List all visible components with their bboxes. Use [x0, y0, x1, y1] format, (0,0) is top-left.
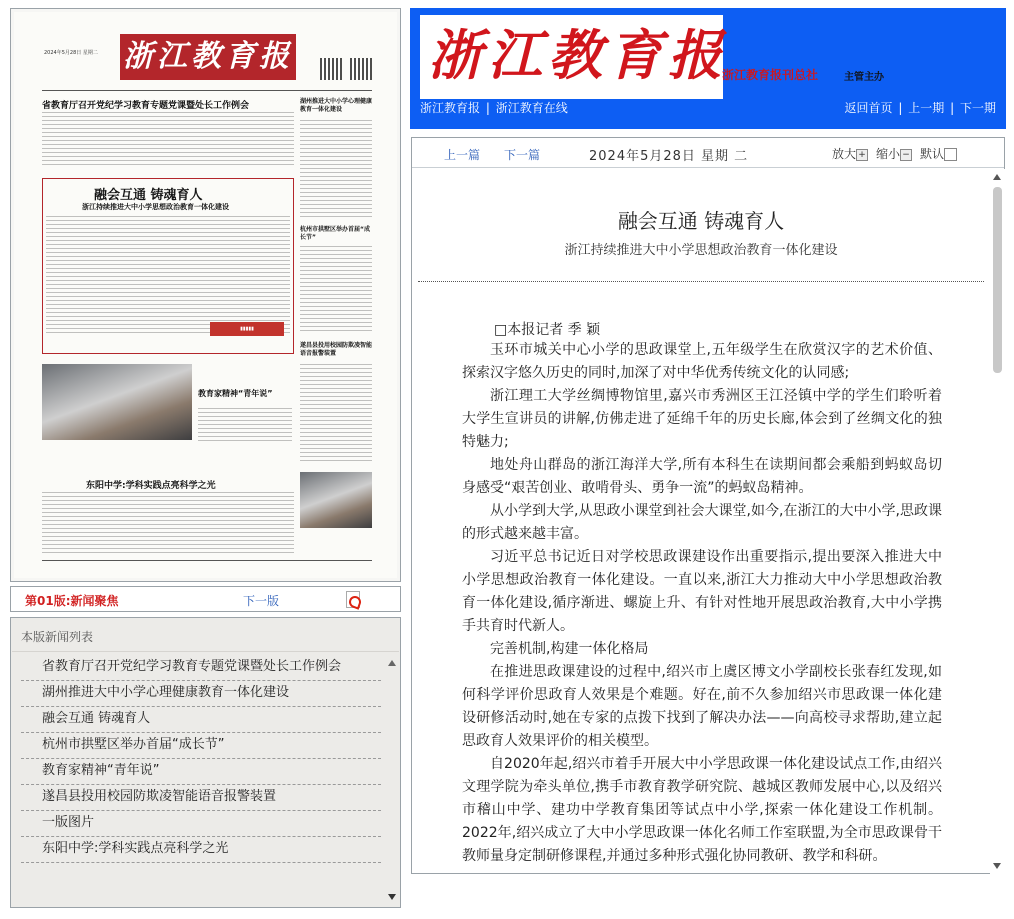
scroll-up-icon[interactable] — [993, 174, 1001, 180]
side-headline-1: 湖州推进大中小学心理健康教育一体化建设 — [300, 98, 373, 113]
news-list — [21, 655, 381, 863]
newspaper-page-image[interactable] — [14, 12, 397, 578]
page-headline-3: 教育家精神“青年说” — [198, 389, 273, 398]
news-list-title: 本版新闻列表 — [21, 630, 94, 644]
article-paragraph: 从小学到大学,从思政小课堂到社会大课堂,如今,在浙江的大中小学,思政课的形式越来越丰富。 — [462, 503, 942, 542]
news-list-item[interactable]: 省教育厅召开党纪学习教育专题党课暨处长工作例会 — [21, 655, 381, 681]
page-text-block — [46, 216, 290, 336]
default-label: 默认 — [920, 147, 945, 161]
site-banner — [410, 8, 1006, 129]
news-list-item[interactable]: 湖州推进大中小学心理健康教育一体化建设 — [21, 681, 381, 707]
zoom-in-label: 放大 — [832, 147, 857, 161]
link-online[interactable]: 浙江教育在线 — [495, 101, 568, 115]
page-text-block — [300, 120, 372, 220]
next-article-link[interactable]: 下一篇 — [504, 148, 541, 162]
news-list-panel — [10, 617, 401, 908]
news-list-item[interactable]: 遂昌县投用校园防欺凌智能语音报警装置 — [21, 785, 381, 811]
qr-code-icon — [320, 58, 342, 80]
prev-issue-link[interactable]: 上一期 — [908, 101, 945, 115]
photo-classroom — [42, 364, 192, 440]
divider — [418, 281, 984, 282]
divider — [12, 651, 399, 652]
article-paragraph: 自2020年起,绍兴市着手开展大中小学思政课一体化建设试点工作,由绍兴文理学院为牵头单位,携手市教育教学研究院、越城区教师发展中心,以及绍兴市稽山中学、建功中学教育集团等试点中小学,探索一体化建设工作机制。2022年,绍兴成立了大中小学思政课一体化名师工作室联盟,为全市思政课骨干教师量身定制研修课程,并通过多种形式强化协同教研、教学和科研。 — [462, 756, 942, 864]
article-section-heading: 完善机制,构建一体化格局 — [490, 641, 649, 657]
separator: | — [950, 101, 955, 115]
page-subhead-2: 浙江持续推进大中小学思想政治教育一体化建设 — [82, 203, 229, 211]
next-edition-link[interactable]: 下一版 — [243, 594, 280, 608]
article-paragraph: 习近平总书记近日对学校思政课建设作出重要指示,提出要深入推进大中小学思想政治教育一体化建设。一直以来,浙江大力推动大中小学思想政治教育一体化建设,循序渐进、螺旋上升、有针对性地开展思政治教育,大中小学携手共育时代新人。 — [462, 549, 942, 634]
zoom-out-button[interactable]: − — [900, 149, 912, 161]
zoom-controls — [832, 145, 957, 162]
news-list-item[interactable]: 杭州市拱墅区举办首届“成长节” — [21, 733, 381, 759]
article-body — [412, 169, 990, 874]
page-headline-1: 省教育厅召开党纪学习教育专题党课暨处长工作例会 — [42, 101, 250, 111]
article-paragraph: 地处舟山群岛的浙江海洋大学,所有本科生在读期间都会乘船到蚂蚁岛切身感受“艰苦创业、敢啃骨头、勇争一流”的蚂蚁岛精神。 — [462, 457, 942, 496]
article-paragraph: 在推进思政课建设的过程中,绍兴市上虞区博文小学副校长张春红发现,如何科学评价思政育人效果是个难题。好在,前不久参加绍兴市思政课一体化建设研修活动时,她在专家的点拨下找到了解决办法——向高校寻求帮助,建立起思政育人效果评价的相关模型。 — [462, 664, 942, 749]
news-list-item[interactable]: 东阳中学:学科实践点亮科学之光 — [21, 837, 381, 863]
news-list-item[interactable]: 融会互通 铸魂育人 — [21, 707, 381, 733]
news-list-item[interactable]: 一版图片 — [21, 811, 381, 837]
article-toolbar — [412, 138, 1004, 168]
article-frame — [411, 137, 1005, 874]
article-paragraph: 浙江理工大学丝绸博物馆里,嘉兴市秀洲区王江泾镇中学的学生们聆听着大学生宣讲员的讲解,仿佛走进了延绵千年的历史长廊,体会到了丝绸文化的独特魅力; — [462, 388, 942, 450]
page-text-block — [42, 112, 294, 168]
page-text-block — [42, 492, 294, 556]
prev-article-link[interactable]: 上一篇 — [444, 148, 481, 162]
site-links — [420, 99, 570, 116]
scroll-down-icon[interactable] — [388, 894, 396, 900]
page-headline-2: 融会互通 铸魂育人 — [94, 188, 203, 203]
side-headline-2: 杭州市拱墅区举办首届“成长节” — [300, 226, 370, 241]
article-date: 2024年5月28日 星期 二 — [589, 149, 749, 164]
separator: | — [485, 101, 490, 115]
page-text-block — [198, 408, 292, 444]
next-issue-link[interactable]: 下一期 — [959, 101, 996, 115]
zoom-out-label: 缩小 — [876, 147, 901, 161]
newspaper-page-frame[interactable] — [10, 8, 401, 582]
article-paragraphs — [462, 339, 942, 868]
article-scrollbar[interactable] — [990, 169, 1005, 874]
article-paragraph: 玉环市城关中心小学的思政课堂上,五年级学生在欣赏汉字的艺术价值、探索汉字悠久历史的同时,加深了对中华优秀传统文化的认同感; — [462, 342, 942, 381]
news-list-item[interactable]: 教育家精神“青年说” — [21, 759, 381, 785]
separator: | — [898, 101, 903, 115]
default-checkbox[interactable] — [944, 148, 957, 161]
scroll-down-icon[interactable] — [993, 863, 1001, 869]
red-badge: ▮▮▮▮▮ — [210, 322, 284, 336]
news-list-scrollbar[interactable] — [384, 654, 400, 906]
page-nav-bar — [10, 586, 401, 612]
photo-lab — [300, 472, 372, 528]
scroll-thumb[interactable] — [993, 187, 1002, 373]
page-text-block — [300, 246, 372, 334]
divider — [42, 90, 372, 91]
scroll-up-icon[interactable] — [388, 660, 396, 666]
publisher-name: 浙江教育报刊总社 — [722, 68, 819, 82]
masthead-logo: 浙江教育报 — [120, 34, 296, 80]
link-newspaper[interactable]: 浙江教育报 — [420, 101, 481, 115]
issue-nav — [843, 99, 996, 116]
page-text-block — [300, 364, 372, 464]
masthead-date: 2024年5月28日 星期二 — [44, 50, 98, 56]
supervisor-label: 主管主办 — [844, 72, 884, 83]
home-link[interactable]: 返回首页 — [844, 101, 893, 115]
side-headline-3: 遂昌县投用校园防欺凌智能语音报警装置 — [300, 342, 373, 357]
pdf-icon[interactable] — [346, 591, 360, 608]
qr-code-icon — [350, 58, 372, 80]
page-headline-4: 东阳中学:学科实践点亮科学之光 — [86, 481, 216, 491]
article-subtitle: 浙江持续推进大中小学思想政治教育一体化建设 — [564, 243, 838, 258]
zoom-in-button[interactable]: + — [856, 149, 868, 161]
site-logo[interactable]: 浙江教育报 — [428, 23, 728, 87]
edition-link[interactable]: 第01版:新闻聚焦 — [25, 594, 119, 608]
article-title: 融会互通 铸魂育人 — [617, 209, 785, 233]
article-author: □本报记者 季 颖 — [494, 322, 601, 338]
divider — [42, 560, 372, 561]
